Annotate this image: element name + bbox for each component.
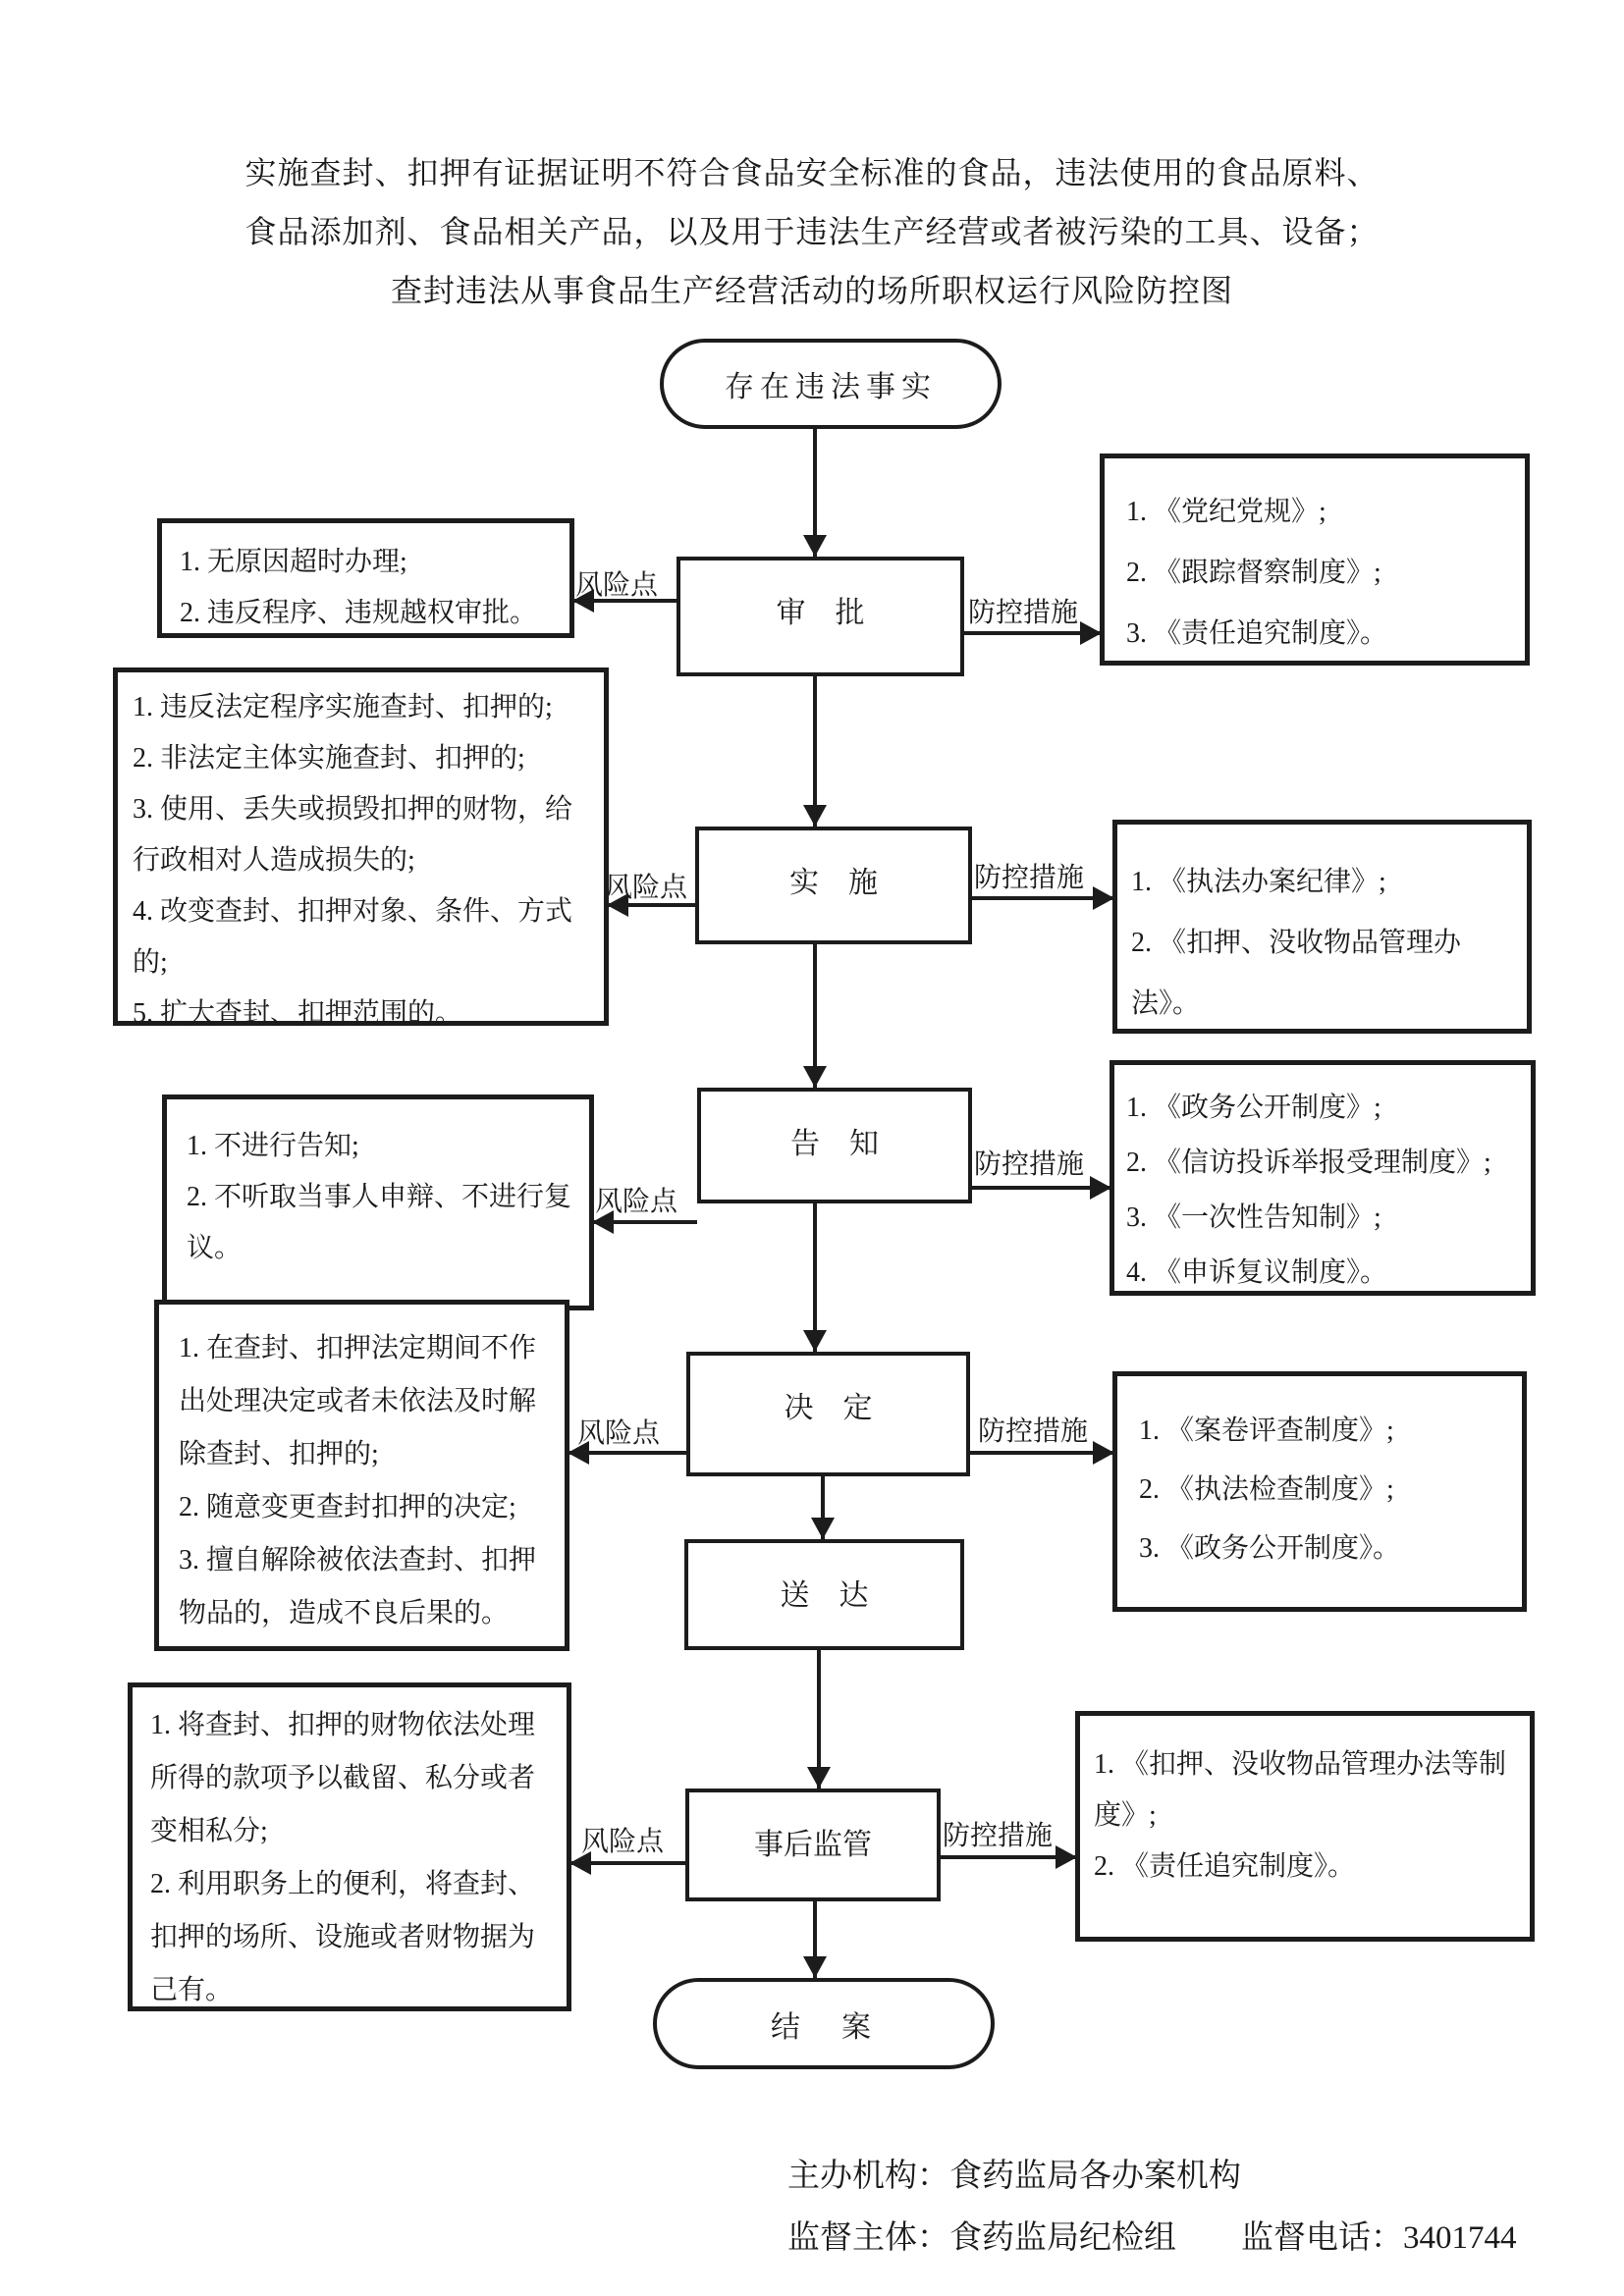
step-box-notification xyxy=(697,1088,972,1203)
end-terminator xyxy=(653,1978,995,2069)
step-label-approval: 审 批 xyxy=(776,597,865,629)
step-box-implementation xyxy=(695,827,972,944)
risk-point-label-implementation: 风险点 xyxy=(605,873,688,903)
risk-point-label-approval: 风险点 xyxy=(575,570,659,601)
risk-item: 2. 不听取当事人申辩、不进行复议。 xyxy=(187,1182,572,1263)
risk-box-approval xyxy=(157,518,574,638)
arrow-approval-to-implementation xyxy=(813,676,817,827)
arrow-start-to-approval xyxy=(813,429,817,557)
risk-item: 1. 不进行告知; xyxy=(187,1131,359,1161)
measure-item: 1. 《执法办案纪律》; xyxy=(1131,867,1386,897)
footer-supervisor: 监督主体：食药监局纪检组 监督电话：3401744 xyxy=(787,2220,1517,2256)
risk-item: 1. 无原因超时办理; xyxy=(180,547,407,577)
footer-organizer: 主办机构：食药监局各办案机构 xyxy=(787,2159,1241,2194)
risk-box-decision xyxy=(154,1300,569,1651)
measure-item: 3. 《责任追究制度》。 xyxy=(1126,618,1388,649)
risk-point-label-notification: 风险点 xyxy=(595,1187,678,1217)
arrow-approval-measure xyxy=(964,631,1100,635)
step-box-post-supervision xyxy=(685,1789,941,1901)
measure-item: 4. 《申诉复议制度》。 xyxy=(1126,1257,1388,1288)
step-label-decision: 决 定 xyxy=(784,1392,873,1424)
risk-item: 1. 将查封、扣押的财物依法处理所得的款项予以截留、私分或者变相私分; xyxy=(150,1710,536,1846)
risk-point-label-supervision: 风险点 xyxy=(581,1827,665,1857)
measure-box-notification xyxy=(1110,1060,1536,1296)
page-title-line-2: 食品添加剂、食品相关产品，以及用于违法生产经营或者被污染的工具、设备； xyxy=(244,214,1380,249)
measure-label-decision: 防控措施 xyxy=(978,1416,1089,1447)
arrow-delivery-to-supervision xyxy=(817,1650,821,1789)
arrow-supervision-measure xyxy=(941,1855,1075,1859)
measure-item: 1. 《党纪党规》; xyxy=(1126,497,1326,527)
risk-item: 1. 违反法定程序实施查封、扣押的; xyxy=(133,692,553,722)
arrow-implementation-measure xyxy=(972,896,1112,900)
arrow-decision-risk xyxy=(569,1451,686,1455)
risk-point-label-decision: 风险点 xyxy=(577,1418,661,1449)
risk-item: 2. 非法定主体实施查封、扣押的; xyxy=(133,743,525,774)
start-terminator-label: 存在违法事实 xyxy=(725,371,937,403)
step-box-decision xyxy=(686,1352,970,1476)
measure-box-approval xyxy=(1100,454,1530,666)
step-box-approval xyxy=(677,557,964,676)
arrow-notification-risk xyxy=(594,1220,697,1224)
measure-label-approval: 防控措施 xyxy=(968,598,1079,628)
measure-item: 2. 《信访投诉举报受理制度》; xyxy=(1126,1148,1491,1178)
risk-item: 4. 改变查封、扣押对象、条件、方式的; xyxy=(133,896,573,978)
measure-item: 2. 《责任追究制度》。 xyxy=(1094,1851,1356,1882)
arrow-notification-to-decision xyxy=(813,1203,817,1352)
end-terminator-label: 结 案 xyxy=(771,2010,877,2044)
risk-item: 1. 在查封、扣押法定期间不作出处理决定或者未依法及时解除查封、扣押的; xyxy=(179,1333,537,1469)
page-title-line-1: 实施查封、扣押有证据证明不符合食品安全标准的食品，违法使用的食品原料、 xyxy=(244,155,1380,190)
risk-box-implementation xyxy=(113,667,609,1029)
risk-box-post-supervision xyxy=(128,1682,571,2011)
arrow-decision-measure xyxy=(970,1451,1112,1455)
measure-item: 1. 《案卷评查制度》; xyxy=(1139,1415,1394,1446)
measure-label-supervision: 防控措施 xyxy=(943,1821,1054,1851)
measure-item: 2. 《扣押、没收物品管理办法》。 xyxy=(1131,928,1462,1019)
measure-item: 2. 《跟踪督察制度》; xyxy=(1126,558,1381,588)
risk-item: 2. 利用职务上的便利，将查封、扣押的场所、设施或者财物据为己有。 xyxy=(150,1869,536,2005)
risk-item: 2. 随意变更查封扣押的决定; xyxy=(179,1492,516,1522)
measure-box-implementation xyxy=(1112,820,1532,1034)
arrow-notification-measure xyxy=(972,1186,1110,1190)
risk-item: 3. 使用、丢失或损毁扣押的财物，给行政相对人造成损失的; xyxy=(133,794,573,876)
arrow-implementation-to-notification xyxy=(813,944,817,1088)
step-label-implementation: 实 施 xyxy=(789,867,878,899)
measure-item: 3. 《一次性告知制》; xyxy=(1126,1202,1381,1233)
risk-item: 3. 擅自解除被依法查封、扣押物品的，造成不良后果的。 xyxy=(179,1545,537,1629)
step-label-post-supervision: 事后监管 xyxy=(754,1829,872,1861)
arrow-supervision-to-end xyxy=(813,1901,817,1978)
risk-item: 5. 扩大查封、扣押范围的。 xyxy=(133,998,463,1029)
risk-item: 2. 违反程序、违规越权审批。 xyxy=(180,598,538,628)
step-box-delivery xyxy=(684,1539,964,1650)
page-title-line-3: 查封违法从事食品生产经营活动的场所职权运行风险防控图 xyxy=(390,273,1233,308)
step-label-notification: 告 知 xyxy=(790,1128,879,1160)
measure-item: 3. 《政务公开制度》。 xyxy=(1139,1533,1401,1564)
measure-box-post-supervision xyxy=(1075,1711,1535,1942)
measure-item: 1. 《政务公开制度》; xyxy=(1126,1093,1381,1123)
arrow-decision-to-delivery xyxy=(821,1476,825,1539)
measure-label-notification: 防控措施 xyxy=(974,1149,1085,1180)
measure-item: 1. 《扣押、没收物品管理办法等制度》; xyxy=(1094,1749,1507,1831)
step-label-delivery: 送 达 xyxy=(780,1579,869,1612)
measure-label-implementation: 防控措施 xyxy=(974,863,1085,893)
risk-box-notification xyxy=(162,1095,594,1310)
start-terminator xyxy=(660,339,1001,429)
measure-item: 2. 《执法检查制度》; xyxy=(1139,1474,1394,1505)
measure-box-decision xyxy=(1112,1371,1527,1612)
arrow-supervision-risk xyxy=(571,1861,685,1865)
